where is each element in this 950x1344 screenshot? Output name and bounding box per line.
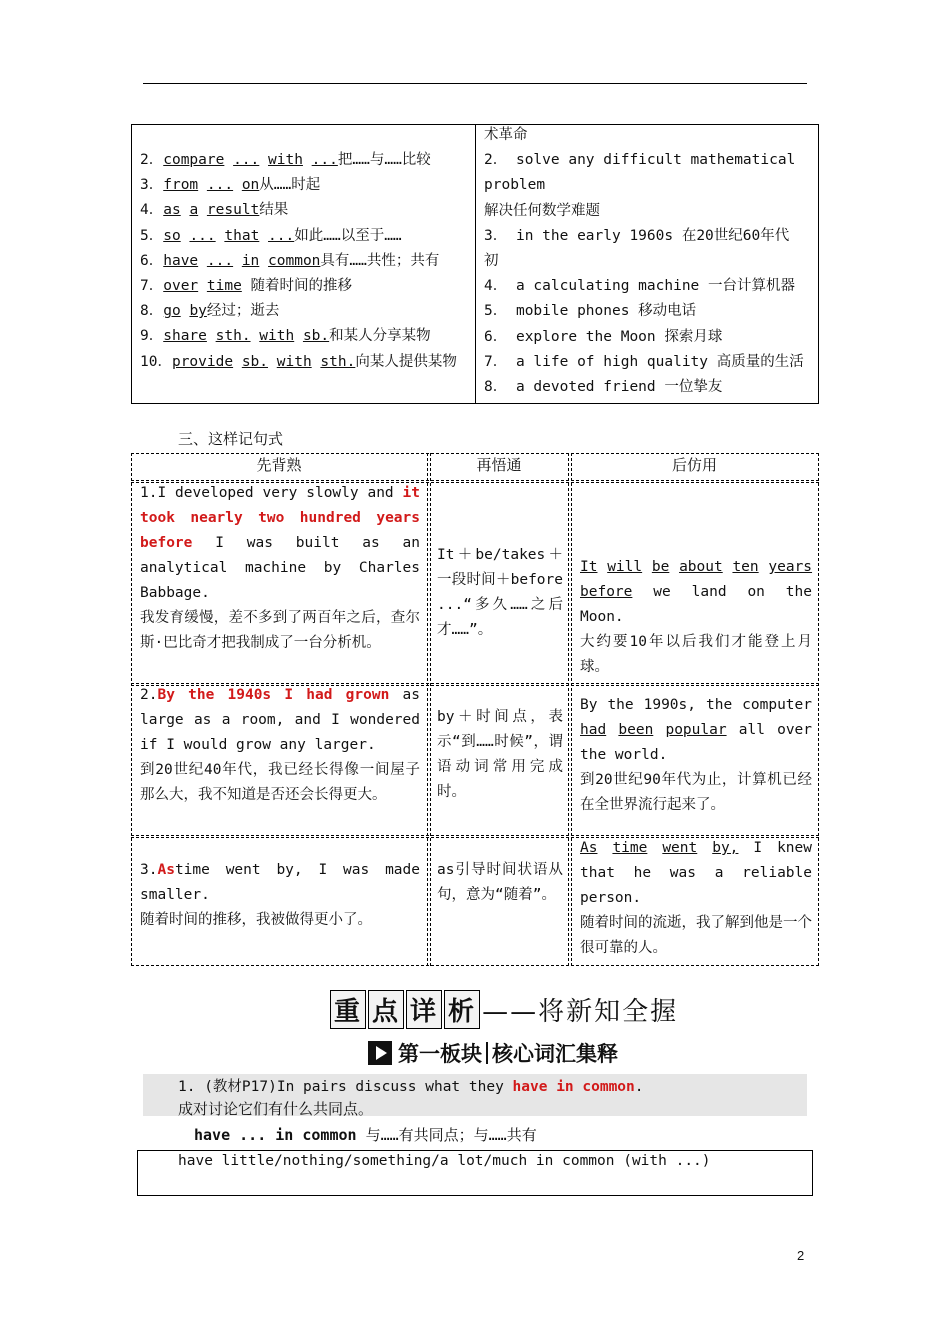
imitation-part: had [580,722,607,738]
phrase-item [140,326,431,346]
phrase-number: 8． [140,303,164,320]
imitation-part: before [580,584,633,600]
table-divider [475,125,476,403]
play-icon [368,1041,392,1065]
phrase-part: 结果 [259,202,289,219]
sentence-original [140,858,420,933]
phrase-item-right: 7． a life of high quality 高质量的生活 [484,353,804,370]
imitation-part: ten [732,559,759,575]
imitation-part [597,840,612,856]
phrase-part [233,177,242,193]
sentence-cn: 我发育缓慢，差不多到了两百年之后，查尔斯·巴比奇才把我制成了一台分析机。 [140,610,420,651]
phrase-part [207,328,216,344]
header-imitate: 后仿用 [671,456,717,474]
imitation-part: been [618,722,654,738]
phrase-part: ... [268,227,295,244]
heading-char: 重 [330,990,366,1029]
phrase-part: with [276,353,312,370]
imitation-part: about [679,559,723,575]
subheading-right: 核心词汇集释 [492,1042,618,1066]
phrase-item [140,150,431,170]
phrase-part: with [259,328,295,345]
phrase-item [140,200,288,220]
subheading-left: 第一板块 [398,1042,482,1066]
sentence-en [140,481,420,606]
phrase-part [251,328,260,344]
phrase-part: ... [233,152,260,168]
phrase-part [259,228,268,244]
phrase-part: with [268,152,303,168]
phrase-number: 5． [140,227,164,244]
sentence-explanation: as引导时间状语从句，意为“随着”。 [437,862,563,903]
phrase-part [268,354,277,370]
phrase-part: go [163,303,181,320]
imitation-part [647,840,662,856]
heading-char: 点 [368,990,404,1029]
phrase-part [198,202,207,218]
phrase-part: sth. [215,328,251,345]
table-border [571,453,572,966]
imitation-part: went [662,840,698,856]
phrase-part: 经过；逝去 [206,303,280,320]
phrase-part [294,328,303,344]
phrase-part: common [268,252,321,269]
phrase-part: sb. [302,328,330,345]
page-number: 2 [797,1248,805,1263]
phrase-item [140,226,402,246]
sentence-table [131,453,819,966]
table-border [131,965,819,966]
phrase-item-right: 3． in the early 1960s 在20世纪60年代 [484,227,790,244]
phrase-part [233,253,242,269]
phrase-item-right: 4． a calculating machine 一台计算机器 [484,278,796,295]
example-text-end: . [634,1079,644,1095]
phrase-part: 向某人提供某物 [355,353,457,370]
example-text: 1. (教材P17)In pairs discuss what they [178,1079,513,1095]
imitation-part: we land on the Moon. [580,584,812,625]
phrase-part: ... [206,177,234,194]
phrase-part: from [163,177,199,194]
phrase-part: ... [189,227,216,244]
example-translation: 成对讨论它们有什么共同点。 [178,1100,374,1118]
usage-text: have little/nothing/something/a lot/much in common (with ...) [178,1153,711,1169]
phrase-item-right: 2． solve any difficult mathematical [484,152,796,169]
table-border [818,453,819,966]
example-sentence [178,1075,644,1096]
phrase-item [140,301,279,321]
sentence-imitation [580,836,812,961]
phrase-item-right: 解决任何数学难题 [484,202,600,219]
imitation-part [669,559,679,575]
phrase-bold: have ... in common [194,1126,357,1144]
phrase-item-right: 初 [484,253,499,269]
phrase-number: 10． [140,353,172,370]
phrase-part [259,152,268,168]
phrase-item-right: 6． explore the Moon 探索月球 [484,328,723,345]
phrase-part [198,253,207,269]
example-keyphrase: have in common [512,1079,635,1095]
phrase-part: over [163,278,199,294]
table-border [568,453,569,966]
imitation-part [606,722,618,738]
phrase-number: 6． [140,252,164,269]
sentence-original [140,481,420,656]
table-border [430,453,431,966]
imitation-cn: 随着时间的流逝，我了解到他是一个很可靠的人。 [580,915,812,956]
heading-rest: ——将新知全握 [482,997,679,1027]
sentence-explanation: It＋be/takes＋一段时间＋before ...“多久……之后才……”。 [437,547,563,638]
sentence-cn: 随着时间的推移，我被做得更小了。 [140,912,372,928]
table-border [427,453,428,966]
phrase-part: a [189,202,199,219]
phrase-part: that [224,227,260,244]
sentence-part: As [157,862,175,878]
phrase-item-right: problem [484,177,546,194]
phrase-part: ... [311,152,338,168]
imitation-part: popular [665,722,727,738]
phrase-part: time [206,278,242,294]
phrase-part: compare [163,152,225,168]
phrase-part [198,177,207,193]
sentence-part: 1.I developed very slowly and [140,485,403,501]
table-border [131,453,132,966]
imitation-part [697,840,712,856]
section-heading [330,990,678,1029]
phrase-part: have [163,252,199,269]
imitation-part: be [651,559,670,575]
imitation-part [653,722,665,738]
phrase-item [140,251,439,271]
imitation-part: all over the world. [580,722,813,763]
heading-char: 析 [444,990,480,1029]
header-memorize: 先背熟 [256,456,302,474]
phrase-number: 3． [140,177,164,194]
imitation-part [597,559,607,575]
imitation-part: As [580,840,598,856]
phrase-number: 4． [140,202,164,219]
sentence-part: By the 1940s I had grown [157,687,390,703]
imitation-part: time [612,840,648,856]
imitation-part: by, [712,840,739,856]
imitation-en [580,836,812,911]
usage-box [137,1150,813,1196]
sentence-cn: 到20世纪40年代，我已经长得像一间屋子那么大，我不知道是否还会长得更大。 [140,762,420,803]
heading-char: 详 [406,990,442,1029]
top-rule [143,83,807,84]
header-understand: 再悟通 [476,456,522,474]
sentence-part: it took nearly two hundred years before [140,485,420,551]
phrase-meaning: 与……有共同点；与……共有 [356,1126,537,1144]
phrase-item-right: 5． mobile phones 移动电话 [484,303,697,320]
imitation-part: By the 1990s, the computer [580,697,812,713]
phrase-part: by [189,303,207,320]
phrase-part: 和某人分享某物 [329,328,431,345]
phrase-part: ... [206,252,234,269]
heading-boxed [330,997,482,1027]
phrase-part: on [241,177,260,194]
imitation-cn: 大约要10年以后我们才能登上月球。 [580,634,812,675]
imitation-part [642,559,652,575]
imitation-part: It [580,559,598,575]
imitation-cn: 到20世纪90年代为止，计算机已经在全世界流行起来了。 [580,772,812,813]
phrase-number: 9． [140,328,164,345]
phrase-part [259,253,268,269]
phrase-number: 7． [140,278,164,294]
sentence-en [140,683,420,758]
phrase-part: sth. [320,353,356,370]
subheading [368,1038,618,1068]
sentence-original [140,683,420,808]
phrase-table [131,124,819,404]
phrase-part [224,152,233,168]
imitation-part: will [607,559,643,575]
sentence-part: as large as a room, and I wondered if I would grow any larger. [140,687,420,753]
phrase-part [303,152,312,168]
imitation-part: years [768,559,813,575]
sentence-part: I was built as an analytical machine by Charles Babbage. [140,535,420,601]
phrase-item [140,352,457,372]
phrase-part [198,278,207,294]
section-title: 三、这样记句式 [178,430,284,448]
sentence-explanation: by＋时间点，表示“到……时候”，谓语动词常用完成时。 [437,709,563,800]
phrase-part: as [163,202,181,219]
phrase-part: 从……时起 [259,177,321,194]
imitation-en [580,693,812,768]
phrase-number: 2． [140,152,164,168]
phrase-item [140,276,352,296]
phrase-item [140,175,320,195]
phrase-part: 如此……以至于…… [294,227,402,244]
imitation-en [580,555,812,630]
phrase-part: in [241,252,260,269]
phrase-entry [194,1124,537,1145]
phrase-item-right: 8． a devoted friend 一位挚友 [484,379,723,395]
imitation-part: I knew that he was a reliable person. [580,840,812,906]
phrase-part [233,354,242,370]
phrase-part: share [163,328,207,345]
imitation-part [759,559,769,575]
phrase-part: sb. [241,353,269,370]
sentence-imitation [580,693,812,818]
sentence-part: 3. [140,862,158,878]
phrase-part: so [163,227,181,244]
sentence-imitation [580,555,812,680]
phrase-item-right: 术革命 [484,127,528,143]
phrase-part: provide [171,353,234,370]
subheading-separator [486,1042,488,1064]
phrase-part: 具有……共性；共有 [320,252,440,269]
sentence-en [140,858,420,908]
phrase-part: 随着时间的推移 [241,278,353,294]
sentence-part: time went by, I was made smaller. [140,862,420,903]
sentence-part: 2. [140,687,158,703]
phrase-part: 把……与……比较 [337,152,431,168]
phrase-part: result [206,202,260,219]
imitation-part [723,559,733,575]
